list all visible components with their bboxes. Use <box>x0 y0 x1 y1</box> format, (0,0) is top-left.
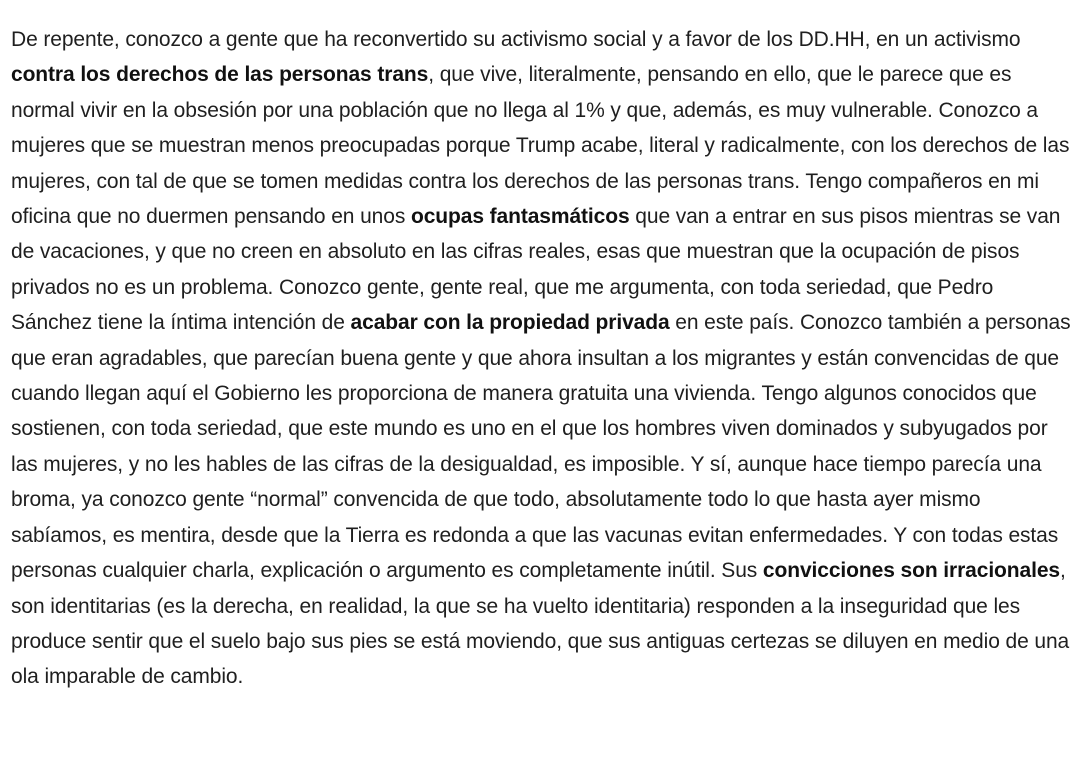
paragraph-text-segment: , que vive, literalmente, pensando en ello, que le parece que es normal vivir en la obsesión por una población que no llega al 1% y que, además, es muy vulnerable. Conozco a mujeres que se muestran menos preocupadas porque Trump acabe, literal y radicalmente, con los derechos de las mujeres, con tal de que se tomen medidas contra los derechos de las personas trans. Tengo compañeros en mi oficina que no duermen pensando en unos <box>11 63 1070 229</box>
article-paragraph <box>11 22 1073 695</box>
paragraph-text-segment: que van a entrar en sus pisos mientras se van de vacaciones, y que no creen en absoluto en las cifras reales, esas que muestran que la ocupación de pisos privados no es un problema. Conozco gente, gente real, que me argumenta, con toda seriedad, que Pedro Sánchez tiene la íntima intención de <box>11 205 1061 335</box>
bold-phrase-private-property: acabar con la propiedad privada <box>350 311 670 335</box>
bold-phrase-ocupas: ocupas fantasmáticos <box>410 205 630 229</box>
paragraph-text-segment: en este país. Conozco también a personas que eran agradables, que parecían buena gente y que ahora insultan a los migrantes y están convencidas de que cuando llegan aquí el Gobierno les proporciona de manera gratuita una vivienda. Tengo algunos conocidos que sostienen, con toda seriedad, que este mundo es uno en el que los hombres viven dominados y subyugados por las mujeres, y no les hables de las cifras de la desigualdad, es imposible. Y sí, aunque hace tiempo parecía una broma, ya conozco gente “normal” convencida de que todo, absolutamente todo lo que hasta ayer mismo sabíamos, es mentira, desde que la Tierra es redonda a que las vacunas evitan enfermedades. Y con todas estas personas cualquier charla, explicación o argumento es completamente inútil. Sus <box>11 311 1071 583</box>
paragraph-text-segment: , son identitarias (es la derecha, en realidad, la que se ha vuelto identitaria) responden a la inseguridad que les produce sentir que el suelo bajo sus pies se está moviendo, que sus antiguas certezas se diluyen en medio de una ola imparable de cambio. <box>11 559 1070 689</box>
article-body <box>11 22 1073 695</box>
paragraph-text-segment: De repente, conozco a gente que ha reconvertido su activismo social y a favor de los DD.HH, en un activismo <box>11 28 1021 51</box>
bold-phrase-irrational-convictions: convicciones son irracionales <box>762 559 1060 583</box>
bold-phrase-trans-rights: contra los derechos de las personas trans <box>11 63 429 87</box>
